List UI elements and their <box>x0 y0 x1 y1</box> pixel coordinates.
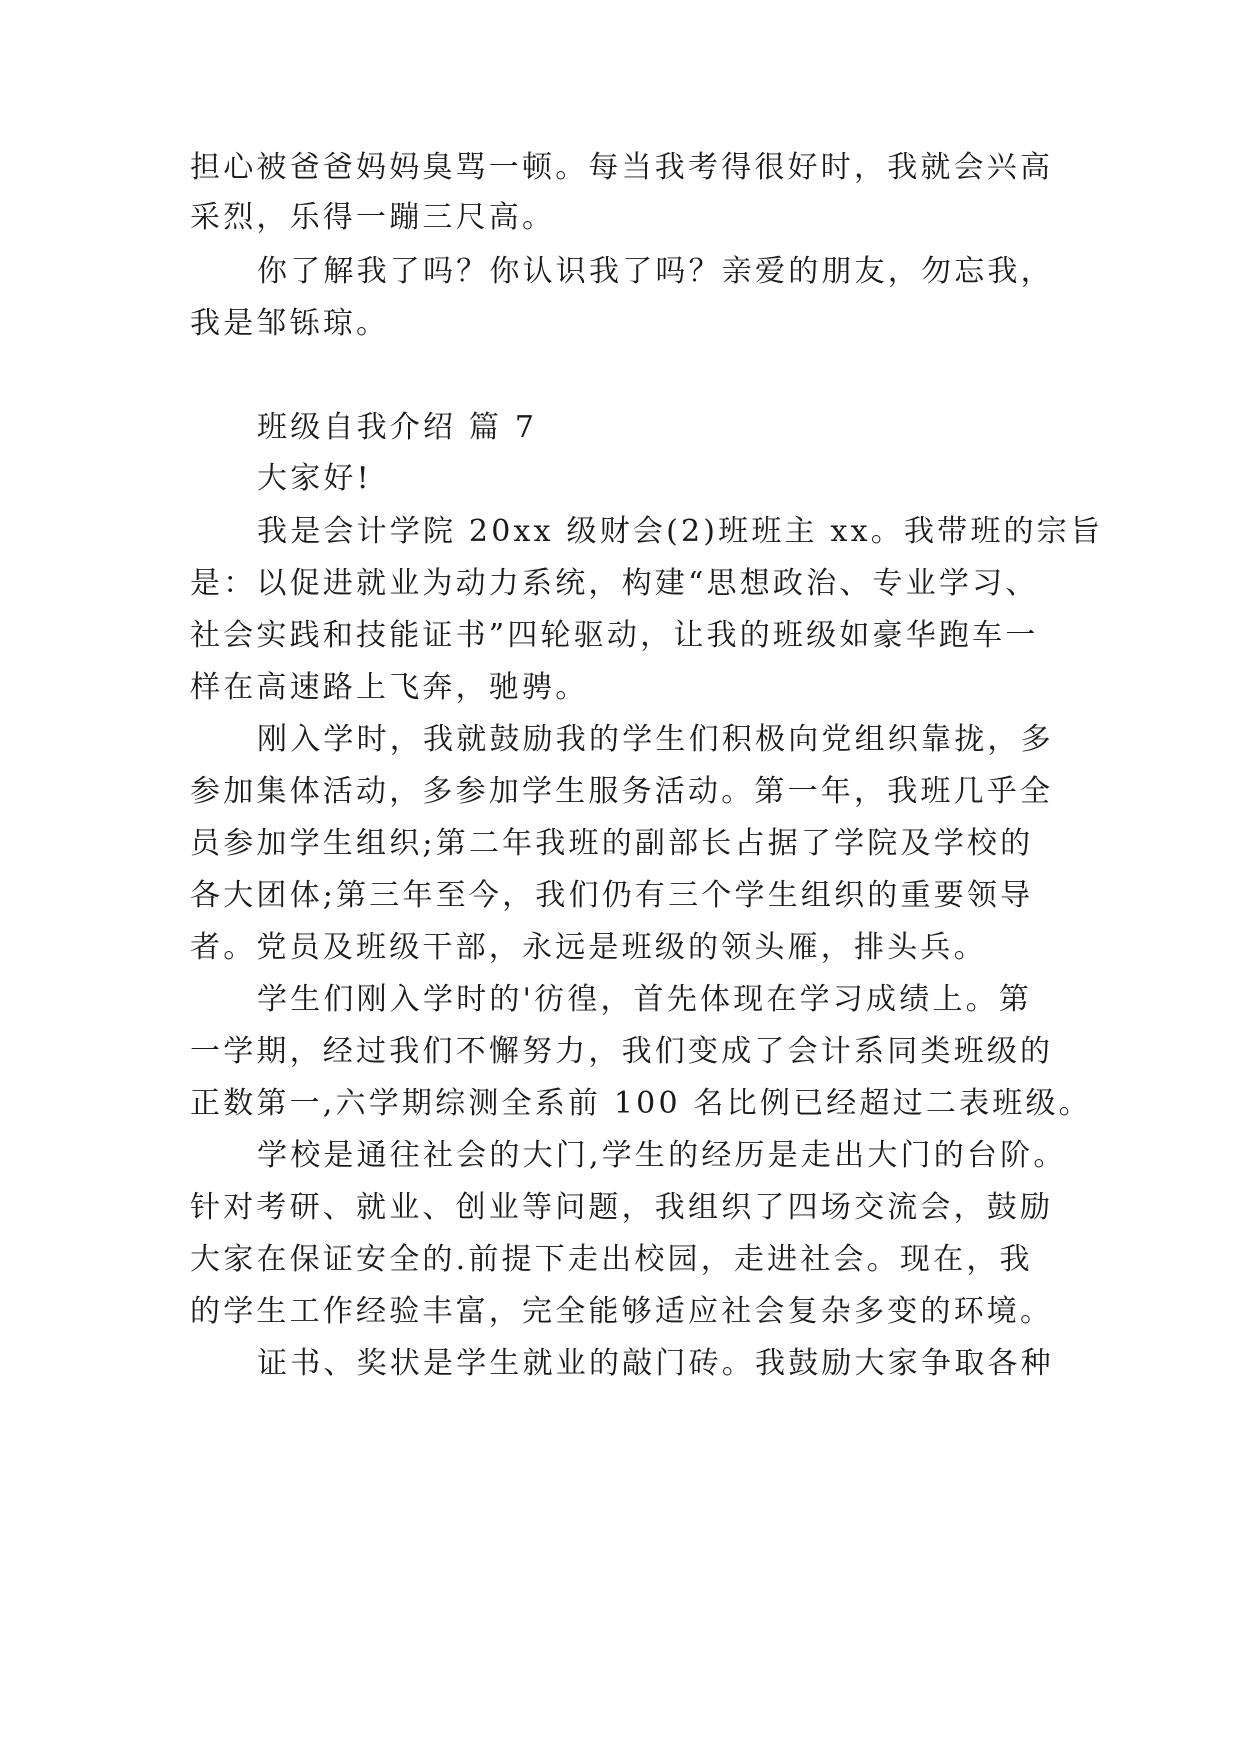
text-line: 的学生工作经验丰富，完全能够适应社会复杂多变的环境。 <box>190 1294 1054 1329</box>
text-line: 员参加学生组织;第二年我班的副部长占据了学院及学校的 <box>190 826 1034 861</box>
paragraph-start-line: 学生们刚入学时的'彷徨，首先体现在学习成绩上。第 <box>257 982 1033 1017</box>
text-line: 我是邹铄琼。 <box>190 306 390 341</box>
paragraph-start-line: 你了解我了吗？你认识我了吗？亲爱的朋友，勿忘我， <box>257 254 1054 289</box>
paragraph-start-line: 我是会计学院 20xx 级财会(2)班班主 xx。我带班的宗旨 <box>257 514 1104 549</box>
text-line: 各大团体;第三年至今，我们仍有三个学生组织的重要领导 <box>190 878 1034 913</box>
text-line: 是：以促进就业为动力系统，构建“思想政治、专业学习、 <box>190 566 1039 601</box>
text-line: 一学期，经过我们不懈努力，我们变成了会计系同类班级的 <box>190 1034 1054 1069</box>
text-line: 参加集体活动，多参加学生服务活动。第一年，我班几乎全 <box>190 774 1054 809</box>
text-line: 大家在保证安全的.前提下走出校园，走进社会。现在，我 <box>190 1242 1033 1277</box>
text-line: 正数第一,六学期综测全系前 100 名比例已经超过二表班级。 <box>190 1086 1092 1121</box>
section-heading: 班级自我介绍 篇 7 <box>257 410 538 445</box>
text-line: 样在高速路上飞奔，驰骋。 <box>190 670 589 705</box>
text-line: 社会实践和技能证书”四轮驱动，让我的班级如豪华跑车一 <box>190 618 1039 653</box>
text-line: 担心被爸爸妈妈臭骂一顿。每当我考得很好时，我就会兴高 <box>190 150 1054 185</box>
greeting-line: 大家好! <box>257 461 372 496</box>
text-line: 采烈，乐得一蹦三尺高。 <box>190 200 556 235</box>
text-line: 者。党员及班级干部，永远是班级的领头雁，排头兵。 <box>190 930 987 965</box>
paragraph-start-line: 刚入学时，我就鼓励我的学生们积极向党组织靠拢，多 <box>257 722 1054 757</box>
paragraph-start-line: 证书、奖状是学生就业的敲门砖。我鼓励大家争取各种 <box>257 1346 1054 1381</box>
text-line: 针对考研、就业、创业等问题，我组织了四场交流会，鼓励 <box>190 1190 1054 1225</box>
paragraph-start-line: 学校是通往社会的大门,学生的经历是走出大门的台阶。 <box>257 1138 1067 1173</box>
